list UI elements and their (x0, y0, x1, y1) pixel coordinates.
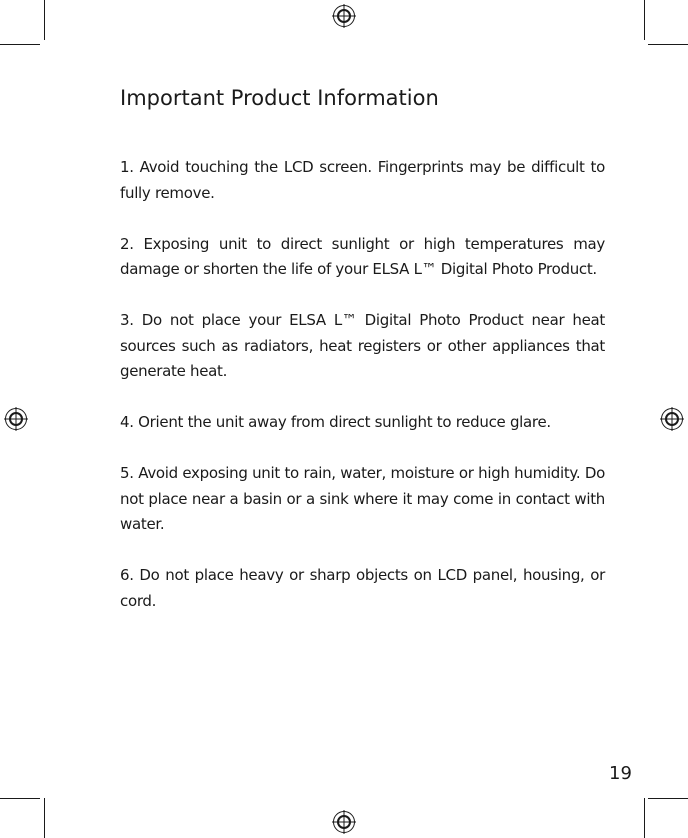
crop-mark-bottom-right-horizontal (648, 798, 688, 799)
crop-mark-top-right-vertical (644, 0, 645, 40)
crop-mark-bottom-left-vertical (44, 798, 45, 838)
crop-mark-top-right-horizontal (648, 44, 688, 45)
crop-mark-top-left-horizontal (0, 44, 40, 45)
registration-mark-icon (332, 810, 356, 834)
list-item: 2. Exposing unit to direct sunlight or high temperatures may damage or shorten the life of your ELSA L™ Digital Photo Product. (120, 234, 605, 278)
list-item: 5. Avoid exposing unit to rain, water, moisture or high humidity. Do not place near a basin or a sink where it may come in contact with water. (120, 464, 605, 533)
instruction-list (120, 155, 605, 640)
registration-mark-icon (660, 407, 684, 431)
page-title: Important Product Information (120, 86, 439, 110)
page-number: 19 (609, 763, 632, 784)
crop-mark-bottom-right-vertical (644, 798, 645, 838)
registration-mark-icon (332, 4, 356, 28)
list-item: 3. Do not place your ELSA L™ Digital Photo Product near heat sources such as radiators, heat registers or other appliances that generate heat. (120, 311, 605, 380)
list-item: 4. Orient the unit away from direct sunlight to reduce glare. (120, 413, 551, 431)
registration-mark-icon (4, 407, 28, 431)
crop-mark-bottom-left-horizontal (0, 798, 40, 799)
list-item: 6. Do not place heavy or sharp objects on LCD panel, housing, or cord. (120, 566, 605, 610)
crop-mark-top-left-vertical (44, 0, 45, 40)
list-item: 1. Avoid touching the LCD screen. Fingerprints may be difficult to fully remove. (120, 158, 605, 202)
